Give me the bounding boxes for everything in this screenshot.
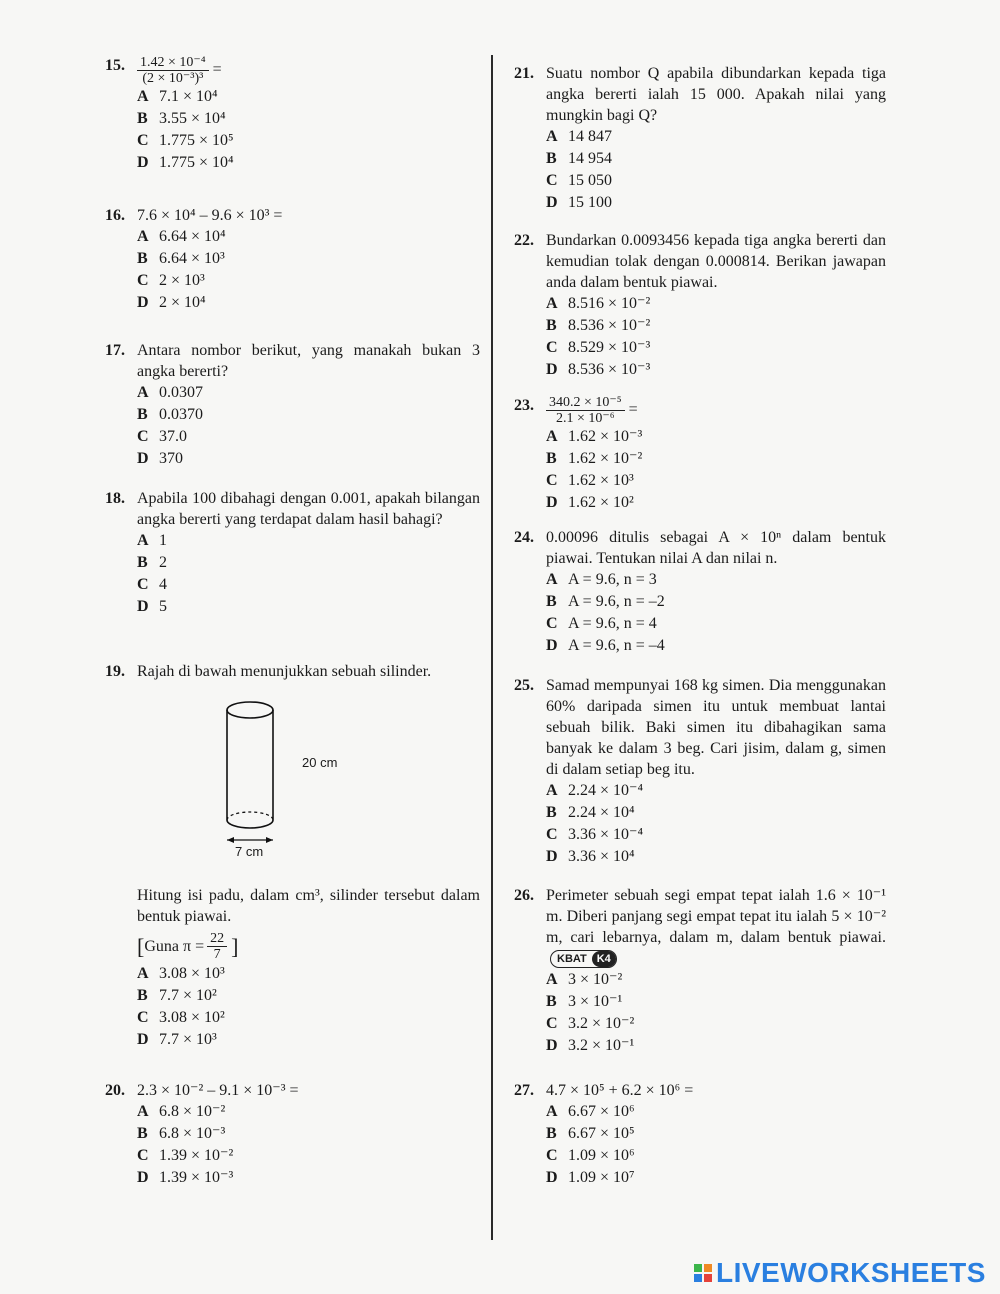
- question-15: [105, 55, 480, 174]
- options: [546, 569, 886, 657]
- option-value: 1.09 × 10⁷: [568, 1169, 635, 1186]
- option-letter: C: [546, 615, 558, 632]
- option-value: 1.775 × 10⁵: [159, 132, 234, 149]
- pi-fraction: [207, 931, 227, 962]
- column-divider: [491, 55, 493, 1240]
- options: [137, 382, 480, 470]
- question-text: Hitung isi padu, dalam cm³, silinder tersebut dalam bentuk piawai.: [137, 887, 480, 925]
- question-number: 27.: [514, 1082, 534, 1099]
- option-value: 6.64 × 10⁴: [159, 228, 226, 245]
- question-text: Suatu nombor Q apabila dibundarkan kepada tiga angka bererti ialah 15 000. Apakah nilai yang mungkin bagi Q?: [546, 65, 886, 124]
- option-letter: A: [546, 782, 558, 799]
- option-d[interactable]: [137, 1167, 480, 1189]
- option-letter: A: [137, 228, 149, 245]
- option-a[interactable]: [546, 569, 886, 591]
- option-value: 1.09 × 10⁶: [568, 1147, 635, 1164]
- option-letter: D: [137, 450, 149, 467]
- option-value: 370: [159, 450, 183, 467]
- option-letter: C: [546, 172, 558, 189]
- option-c[interactable]: [546, 824, 886, 846]
- option-c[interactable]: [546, 337, 886, 359]
- option-letter: D: [546, 848, 558, 865]
- question-number: 21.: [514, 65, 534, 82]
- option-a[interactable]: [137, 226, 480, 248]
- pi-numerator: 22: [207, 931, 227, 947]
- option-value: 2.24 × 10⁻⁴: [568, 782, 644, 799]
- options: [546, 126, 886, 214]
- cylinder-diagram: [210, 695, 360, 865]
- option-d[interactable]: [546, 1035, 886, 1057]
- question-number: 26.: [514, 887, 534, 904]
- option-value: A = 9.6, n = 4: [568, 615, 657, 632]
- option-letter: D: [546, 637, 558, 654]
- option-value: 8.529 × 10⁻³: [568, 339, 651, 356]
- option-value: 8.536 × 10⁻²: [568, 317, 651, 334]
- option-letter: B: [137, 250, 148, 267]
- option-value: 1.62 × 10⁻²: [568, 450, 643, 467]
- option-letter: B: [137, 987, 148, 1004]
- option-b[interactable]: [137, 1123, 480, 1145]
- option-a[interactable]: [137, 1101, 480, 1123]
- option-letter: A: [137, 965, 149, 982]
- option-value: 1: [159, 532, 167, 549]
- option-d[interactable]: [546, 846, 886, 868]
- option-value: 14 847: [568, 128, 612, 145]
- option-a[interactable]: [546, 780, 886, 802]
- kbat-badge: [550, 950, 617, 968]
- option-value: 3.08 × 10³: [159, 965, 225, 982]
- option-a[interactable]: [137, 963, 480, 985]
- option-b[interactable]: [546, 591, 886, 613]
- fraction: [546, 395, 625, 426]
- option-value: 8.536 × 10⁻³: [568, 361, 651, 378]
- option-value: 7.1 × 10⁴: [159, 88, 218, 105]
- option-value: A = 9.6, n = –2: [568, 593, 665, 610]
- liveworksheets-logo[interactable]: [694, 1257, 986, 1289]
- question-19-body: [105, 885, 480, 1051]
- option-letter: B: [137, 406, 148, 423]
- option-b[interactable]: [546, 991, 886, 1013]
- option-d[interactable]: [137, 596, 480, 618]
- option-value: 6.64 × 10³: [159, 250, 225, 267]
- option-value: 1.775 × 10⁴: [159, 154, 234, 171]
- pi-hint-label: Guna π =: [144, 937, 205, 955]
- fraction-denominator: (2 × 10⁻³)³: [142, 71, 204, 86]
- question-number: 17.: [105, 342, 125, 359]
- option-letter: B: [546, 317, 557, 334]
- option-letter: C: [137, 132, 149, 149]
- question-16: [105, 205, 480, 314]
- option-c[interactable]: [546, 470, 886, 492]
- option-value: A = 9.6, n = –4: [568, 637, 665, 654]
- option-b[interactable]: [137, 552, 480, 574]
- option-letter: A: [137, 1103, 149, 1120]
- option-value: 2 × 10³: [159, 272, 205, 289]
- kbat-level: K4: [592, 951, 616, 967]
- option-a[interactable]: [546, 1101, 886, 1123]
- question-20: [105, 1080, 480, 1189]
- option-letter: D: [546, 194, 558, 211]
- question-number: 25.: [514, 677, 534, 694]
- question-text: 0.00096 ditulis sebagai A × 10ⁿ dalam bentuk piawai. Tentukan nilai A dan nilai n.: [546, 529, 886, 567]
- option-c[interactable]: [137, 574, 480, 596]
- option-value: A = 9.6, n = 3: [568, 571, 657, 588]
- option-b[interactable]: [546, 448, 886, 470]
- option-a[interactable]: [546, 969, 886, 991]
- option-value: 7.7 × 10³: [159, 1031, 217, 1048]
- question-21: [514, 63, 886, 214]
- option-value: 8.516 × 10⁻²: [568, 295, 651, 312]
- option-letter: A: [546, 571, 558, 588]
- logo-grid-icon: [694, 1264, 712, 1282]
- option-letter: B: [137, 110, 148, 127]
- options: [546, 1101, 886, 1189]
- option-b[interactable]: [137, 108, 480, 130]
- option-d[interactable]: [546, 492, 886, 514]
- option-letter: C: [546, 826, 558, 843]
- option-a[interactable]: [137, 382, 480, 404]
- option-c[interactable]: [546, 613, 886, 635]
- options: [137, 1101, 480, 1189]
- option-value: 14 954: [568, 150, 612, 167]
- option-value: 6.8 × 10⁻³: [159, 1125, 226, 1142]
- equals-sign: =: [628, 401, 638, 419]
- options: [137, 86, 480, 174]
- options: [137, 963, 480, 1051]
- height-label: 20 cm: [302, 755, 338, 770]
- option-a[interactable]: [546, 426, 886, 448]
- option-letter: D: [137, 154, 149, 171]
- question-27: [514, 1080, 886, 1189]
- option-value: 3 × 10⁻²: [568, 971, 623, 988]
- option-value: 2 × 10⁴: [159, 294, 206, 311]
- option-a[interactable]: [137, 530, 480, 552]
- cylinder-figure: [210, 695, 360, 865]
- option-letter: A: [137, 88, 149, 105]
- question-26: [514, 885, 886, 1057]
- option-value: 3.2 × 10⁻¹: [568, 1037, 635, 1054]
- option-letter: B: [546, 593, 557, 610]
- option-c[interactable]: [137, 1007, 480, 1029]
- option-letter: C: [137, 576, 149, 593]
- question-18: [105, 488, 480, 618]
- option-a[interactable]: [137, 86, 480, 108]
- option-b[interactable]: [546, 315, 886, 337]
- fraction: [137, 55, 209, 86]
- option-letter: B: [546, 150, 557, 167]
- option-d[interactable]: [137, 292, 480, 314]
- option-letter: A: [546, 295, 558, 312]
- option-letter: C: [137, 272, 149, 289]
- option-value: 3.08 × 10²: [159, 1009, 225, 1026]
- option-value: 5: [159, 598, 167, 615]
- option-b[interactable]: [546, 148, 886, 170]
- option-value: 6.8 × 10⁻²: [159, 1103, 226, 1120]
- option-letter: D: [546, 361, 558, 378]
- option-a[interactable]: [546, 293, 886, 315]
- option-value: 37.0: [159, 428, 187, 445]
- fraction-numerator: 1.42 × 10⁻⁴: [137, 55, 209, 71]
- option-value: 3.2 × 10⁻²: [568, 1015, 635, 1032]
- options: [546, 293, 886, 381]
- option-value: 15 100: [568, 194, 612, 211]
- option-value: 3.36 × 10⁴: [568, 848, 635, 865]
- option-letter: D: [546, 1037, 558, 1054]
- option-value: 1.62 × 10⁻³: [568, 428, 643, 445]
- option-c[interactable]: [546, 1013, 886, 1035]
- option-value: 1.39 × 10⁻²: [159, 1147, 234, 1164]
- question-19: [105, 661, 480, 682]
- option-letter: A: [546, 128, 558, 145]
- option-letter: A: [137, 384, 149, 401]
- option-d[interactable]: [137, 152, 480, 174]
- pi-hint: [ Guna π = $\frac{22}{7}$ ]: [137, 930, 239, 962]
- option-letter: D: [137, 1169, 149, 1186]
- question-17: [105, 340, 480, 470]
- option-letter: B: [137, 554, 148, 571]
- question-expression: [137, 55, 480, 86]
- option-value: 15 050: [568, 172, 612, 189]
- options: [137, 226, 480, 314]
- option-value: 2: [159, 554, 167, 571]
- option-b[interactable]: [546, 802, 886, 824]
- question-text: 2.3 × 10⁻² – 9.1 × 10⁻³ =: [137, 1082, 299, 1099]
- question-number: 18.: [105, 490, 125, 507]
- fraction-denominator: 2.1 × 10⁻⁶: [556, 411, 615, 426]
- question-text: Samad mempunyai 168 kg simen. Dia menggunakan 60% daripada simen itu untuk membuat lantai sebuah bilik. Baki simen itu dibahagikan sama banyak ke dalam 3 beg. Cari jisim, dalam g, simen di dalam setiap beg itu.: [546, 677, 886, 778]
- question-number: 19.: [105, 663, 125, 680]
- option-letter: B: [137, 1125, 148, 1142]
- option-value: 0.0370: [159, 406, 203, 423]
- option-letter: C: [137, 1147, 149, 1164]
- option-letter: B: [546, 1125, 557, 1142]
- option-value: 1.62 × 10²: [568, 494, 634, 511]
- option-value: 1.62 × 10³: [568, 472, 634, 489]
- option-c[interactable]: [137, 426, 480, 448]
- option-d[interactable]: [137, 448, 480, 470]
- option-value: 6.67 × 10⁵: [568, 1125, 635, 1142]
- option-value: 3.55 × 10⁴: [159, 110, 226, 127]
- option-letter: D: [546, 1169, 558, 1186]
- question-23: [514, 395, 886, 514]
- question-25: [514, 675, 886, 868]
- option-d[interactable]: [546, 359, 886, 381]
- option-letter: D: [546, 494, 558, 511]
- question-number: 23.: [514, 397, 534, 414]
- fraction-numerator: 340.2 × 10⁻⁵: [546, 395, 625, 411]
- option-letter: C: [546, 339, 558, 356]
- question-number: 15.: [105, 57, 125, 74]
- option-value: 3.36 × 10⁻⁴: [568, 826, 644, 843]
- options: [546, 780, 886, 868]
- question-number: 22.: [514, 232, 534, 249]
- option-c[interactable]: [137, 270, 480, 292]
- option-letter: D: [137, 294, 149, 311]
- option-letter: B: [546, 804, 557, 821]
- question-text: Bundarkan 0.0093456 kepada tiga angka bererti dan kemudian tolak dengan 0.000814. Berikan jawapan anda dalam bentuk piawai.: [546, 232, 886, 291]
- option-letter: A: [137, 532, 149, 549]
- option-letter: A: [546, 1103, 558, 1120]
- option-letter: C: [546, 1015, 558, 1032]
- question-number: 20.: [105, 1082, 125, 1099]
- question-22: [514, 230, 886, 381]
- question-number: 16.: [105, 207, 125, 224]
- options: [546, 969, 886, 1057]
- option-c[interactable]: [137, 1145, 480, 1167]
- question-expression: [546, 395, 886, 426]
- question-24: [514, 527, 886, 657]
- option-letter: C: [546, 472, 558, 489]
- option-value: 1.39 × 10⁻³: [159, 1169, 234, 1186]
- question-number: 24.: [514, 529, 534, 546]
- option-letter: D: [137, 1031, 149, 1048]
- option-letter: C: [137, 1009, 149, 1026]
- option-letter: C: [137, 428, 149, 445]
- options: [546, 426, 886, 514]
- option-d[interactable]: [137, 1029, 480, 1051]
- option-letter: A: [546, 971, 558, 988]
- diameter-label: 7 cm: [235, 844, 264, 859]
- option-d[interactable]: [546, 1167, 886, 1189]
- pi-denominator: 7: [213, 946, 221, 962]
- option-c[interactable]: [546, 1145, 886, 1167]
- option-d[interactable]: [546, 635, 886, 657]
- option-letter: D: [137, 598, 149, 615]
- question-text: Apabila 100 dibahagi dengan 0.001, apakah bilangan angka bererti yang terdapat dalam hasil bahagi?: [137, 490, 480, 528]
- option-b[interactable]: [137, 248, 480, 270]
- option-value: 2.24 × 10⁴: [568, 804, 635, 821]
- option-value: 6.67 × 10⁶: [568, 1103, 635, 1120]
- option-letter: B: [546, 993, 557, 1010]
- option-a[interactable]: [546, 126, 886, 148]
- option-letter: A: [546, 428, 558, 445]
- question-text: Antara nombor berikut, yang manakah bukan 3 angka bererti?: [137, 342, 480, 380]
- option-value: 4: [159, 576, 167, 593]
- option-value: 7.7 × 10²: [159, 987, 217, 1004]
- kbat-badge-label: KBAT: [557, 952, 587, 965]
- equals-sign: =: [212, 61, 222, 79]
- option-value: 0.0307: [159, 384, 203, 401]
- question-text: Perimeter sebuah segi empat tepat ialah 1.6 × 10⁻¹ m. Diberi panjang segi empat tepat itu ialah 5 × 10⁻² m, cari lebarnya, dalam m, dalam bentuk piawai.: [546, 887, 886, 946]
- option-c[interactable]: [137, 130, 480, 152]
- question-text: Rajah di bawah menunjukkan sebuah silinder.: [137, 663, 432, 680]
- option-d[interactable]: [546, 192, 886, 214]
- option-b[interactable]: [137, 985, 480, 1007]
- logo-text: LIVEWORKSHEETS: [716, 1257, 986, 1288]
- option-letter: C: [546, 1147, 558, 1164]
- question-text: 4.7 × 10⁵ + 6.2 × 10⁶ =: [546, 1082, 694, 1099]
- option-value: 3 × 10⁻¹: [568, 993, 623, 1010]
- option-b[interactable]: [137, 404, 480, 426]
- option-c[interactable]: [546, 170, 886, 192]
- options: [137, 530, 480, 618]
- option-letter: B: [546, 450, 557, 467]
- question-text-container: [546, 885, 886, 969]
- question-text: 7.6 × 10⁴ – 9.6 × 10³ =: [137, 207, 283, 224]
- option-b[interactable]: [546, 1123, 886, 1145]
